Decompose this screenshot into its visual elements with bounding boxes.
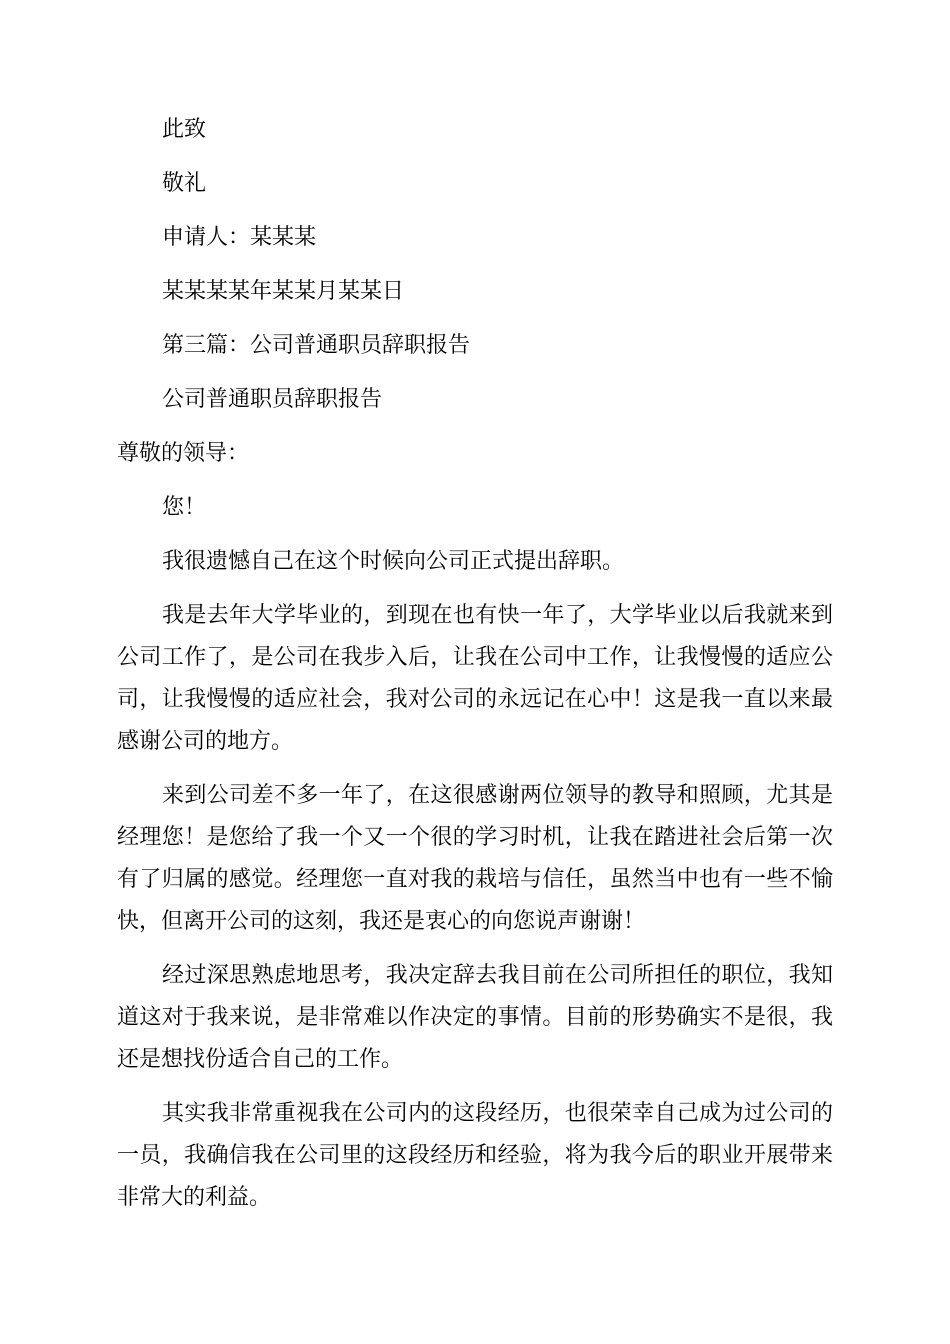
letter-paragraph: 其实我非常重视我在公司内的这段经历，也很荣幸自己成为过公司的一员，我确信我在公司里的这段经历和经验，将为我今后的职业开展带来非常大的利益。: [117, 1101, 833, 1210]
applicant-signature: 申请人：某某某: [162, 225, 317, 250]
document-body: [117, 109, 833, 1231]
section-title: 公司普通职员辞职报告: [162, 387, 383, 412]
letter-addressee: 尊敬的领导：: [117, 441, 250, 466]
letter-greeting: 您！: [162, 495, 207, 520]
section-heading: 第三篇：公司普通职员辞职报告: [162, 333, 471, 358]
letter-paragraph: 来到公司差不多一年了，在这很感谢两位领导的教导和照顾，尤其是经理您！是您给了我一个又一个很的学习时机，让我在踏进社会后第一次有了归属的感觉。经理您一直对我的栽培与信任，虽然当中也有一些不愉快，但离开公司的这刻，我还是衷心的向您说声谢谢！: [117, 783, 833, 934]
closing-salutation-2: 敬礼: [162, 171, 207, 196]
letter-paragraph: 我很遗憾自己在这个时候向公司正式提出辞职。: [162, 549, 625, 574]
letter-paragraph: 经过深思熟虑地思考，我决定辞去我目前在公司所担任的职位，我知道这对于我来说，是非常难以作决定的事情。目前的形势确实不是很，我还是想找份适合自己的工作。: [117, 963, 833, 1072]
letter-paragraph: 我是去年大学毕业的，到现在也有快一年了，大学毕业以后我就来到公司工作了，是公司在我步入后，让我在公司中工作，让我慢慢的适应公司，让我慢慢的适应社会，我对公司的永远记在心中！这是我一直以来最感谢公司的地方。: [117, 603, 833, 754]
closing-salutation-1: 此致: [162, 117, 207, 142]
signature-date: 某某某某年某某月某某日: [162, 279, 405, 304]
